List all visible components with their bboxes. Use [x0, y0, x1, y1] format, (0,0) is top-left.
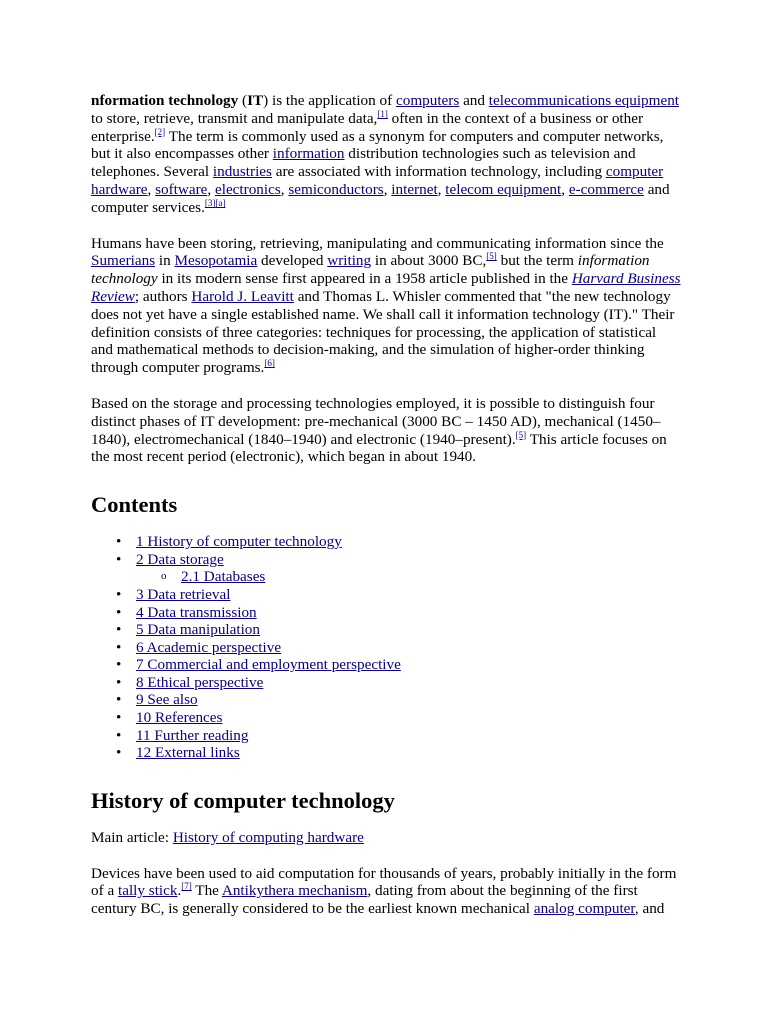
toc-item [116, 533, 681, 551]
link-writing[interactable]: writing [327, 252, 372, 270]
sub-bullet-icon: o [161, 570, 167, 583]
text: Humans have been storing, retrieving, manipulating and communicating information since the [91, 234, 664, 252]
main-article-note [91, 829, 681, 847]
article-body [91, 92, 681, 936]
toc-item [116, 585, 681, 604]
link-information[interactable]: information [272, 145, 345, 163]
toc-item [116, 550, 681, 569]
toc-item [116, 744, 681, 762]
ref-3[interactable]: [3] [204, 197, 216, 208]
bullet-icon: • [116, 726, 122, 744]
text: in about 3000 BC, [371, 252, 487, 270]
link-sumerians[interactable]: Sumerians [91, 252, 156, 270]
ref-5b[interactable]: [5] [515, 429, 527, 440]
intro-paragraph [91, 92, 681, 217]
link-mesopotamia[interactable]: Mesopotamia [174, 252, 258, 270]
toc-item [116, 726, 681, 745]
text: . [177, 882, 182, 900]
text: , and [634, 900, 665, 918]
history-heading: History of computer technology [91, 787, 395, 813]
text: , [383, 180, 392, 198]
text: The term is commonly used as a synonym for computers and computer networks, but it also encompasses other [91, 127, 664, 163]
link-computer-hardware[interactable]: computer hardware [91, 163, 664, 198]
bullet-icon: • [116, 603, 122, 621]
text: but the term [496, 252, 578, 270]
italic-term: information technology [91, 252, 650, 288]
ref-5[interactable]: [5] [486, 251, 497, 262]
bold-abbrev: IT [247, 92, 264, 109]
text: , [280, 180, 289, 198]
toc-link-academic[interactable]: 6 Academic perspective [136, 638, 282, 656]
toc-link-databases[interactable]: 2.1 Databases [181, 568, 266, 586]
link-telecom-equipment[interactable]: telecom equipment [445, 180, 562, 198]
toc-item [116, 603, 681, 622]
toc-item [116, 691, 681, 709]
text: Main article: [91, 828, 173, 846]
link-electronics[interactable]: electronics [214, 180, 281, 198]
toc-link-external-links[interactable]: 12 External links [136, 744, 240, 762]
phases-paragraph [91, 395, 681, 466]
text: ; authors [134, 287, 192, 305]
toc-link-data-retrieval[interactable]: 3 Data retrieval [136, 585, 231, 603]
bullet-icon: • [116, 621, 122, 639]
bullet-icon: • [116, 533, 122, 551]
bullet-icon: • [116, 550, 122, 568]
text: , [437, 180, 446, 198]
ref-1[interactable]: [1] [377, 108, 388, 119]
toc-item [116, 656, 681, 674]
toc-item [116, 709, 681, 727]
link-tally-stick[interactable]: tally stick [118, 882, 178, 900]
ref-6[interactable]: [6] [264, 358, 275, 369]
text: Based on the storage and processing technologies employed, it is possible to distinguish four distinct phases of IT development: pre-mechanical (3000 BC – 1450 AD), mechanical (1450–1840), electromechanical (1840–1940) and electronic (1940–present). [91, 394, 661, 448]
toc-link-see-also[interactable]: 9 See also [136, 691, 198, 709]
toc-link-data-manipulation[interactable]: 5 Data manipulation [136, 621, 260, 639]
link-industries[interactable]: industries [212, 163, 272, 181]
text: and computer services. [91, 180, 670, 216]
ref-a[interactable]: [a] [215, 197, 226, 208]
text: and Thomas L. Whisler commented that "the new technology does not yet have a single established name. We shall call it information technology (IT)." Their definition consists of three categories: techniques for processing, the application of statistical and mathematical methods to decision-making, and the simulation of higher-order thinking through computer programs. [91, 287, 675, 377]
text: ( [238, 92, 248, 109]
toc-link-ethical[interactable]: 8 Ethical perspective [136, 673, 264, 691]
link-analog-computer[interactable]: analog computer [533, 900, 635, 918]
bullet-icon: • [116, 709, 122, 727]
link-harold-leavitt[interactable]: Harold J. Leavitt [191, 287, 294, 305]
text: , [561, 180, 569, 198]
bullet-icon: • [116, 585, 122, 603]
toc-item [116, 621, 681, 639]
text: The [191, 882, 222, 900]
text: , [147, 180, 156, 198]
link-antikythera-mechanism[interactable]: Antikythera mechanism [221, 882, 368, 900]
link-software[interactable]: software [155, 180, 208, 198]
contents-heading: Contents [91, 492, 178, 518]
link-semiconductors[interactable]: semiconductors [288, 180, 384, 198]
toc-link-data-storage[interactable]: 2 Data storage [136, 550, 224, 568]
bullet-icon: • [116, 673, 122, 691]
text: , [207, 180, 215, 198]
toc-link-history[interactable]: 1 History of computer technology [136, 533, 342, 551]
ref-7[interactable]: [7] [181, 881, 192, 892]
link-internet[interactable]: internet [391, 180, 438, 198]
text: distribution technologies such as television and telephones. Several [91, 145, 636, 181]
ref-2[interactable]: [2] [154, 126, 166, 137]
bold-term: nformation technology [91, 92, 239, 109]
text: are associated with information technology, including [271, 163, 606, 181]
link-harvard-business-review[interactable]: Harvard Business Review [91, 270, 681, 305]
table-of-contents [91, 533, 681, 762]
bullet-icon: • [116, 744, 122, 762]
toc-item [116, 673, 681, 692]
toc-link-references[interactable]: 10 References [136, 709, 223, 727]
text: This article focuses on the most recent period (electronic), which began in about 1940. [91, 430, 667, 466]
link-computers[interactable]: computers [396, 92, 460, 109]
link-e-commerce[interactable]: e-commerce [568, 180, 644, 198]
toc-link-commercial[interactable]: 7 Commercial and employment perspective [136, 656, 401, 674]
toc-link-further-reading[interactable]: 11 Further reading [136, 726, 249, 744]
toc-link-data-transmission[interactable]: 4 Data transmission [136, 603, 257, 621]
text: , dating from about the beginning of the first century BC, is generally considered to be the earliest known mechanical [91, 882, 638, 918]
bullet-icon: • [116, 656, 122, 674]
devices-paragraph [91, 865, 681, 918]
text: and [459, 92, 489, 109]
toc-item [116, 638, 681, 657]
history-paragraph [91, 235, 681, 377]
toc-subitem [136, 568, 681, 586]
text: to store, retrieve, transmit and manipulate data, [91, 109, 378, 127]
text: Devices have been used to aid computation for thousands of years, probably initially in the form of a [91, 864, 677, 900]
text: in [155, 252, 175, 270]
link-history-of-computing-hardware[interactable]: History of computing hardware [172, 828, 364, 846]
text: developed [257, 252, 328, 270]
link-telecommunications-equipment[interactable]: telecommunications equipment [488, 92, 680, 109]
text: ) is the application of [263, 92, 396, 109]
text: often in the context of a business or other enterprise. [91, 109, 644, 145]
bullet-icon: • [116, 691, 122, 709]
bullet-icon: • [116, 638, 122, 656]
text: in its modern sense first appeared in a 1958 article published in the [157, 270, 572, 288]
